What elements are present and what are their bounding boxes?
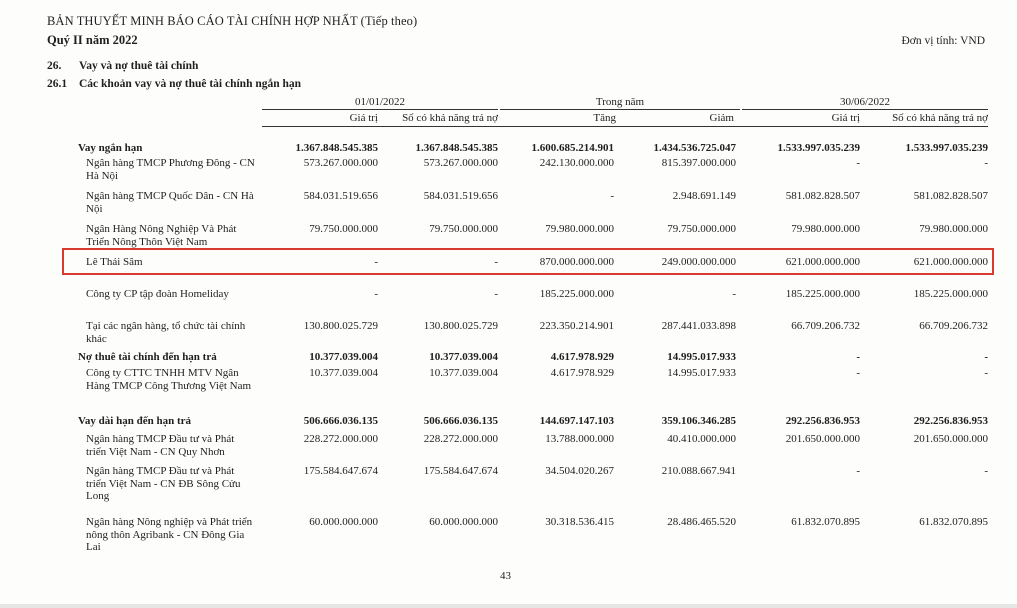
row-label: Tại các ngân hàng, tổ chức tài chính khác — [86, 320, 246, 345]
cell-value: 10.377.039.004 — [309, 367, 378, 379]
divider — [262, 109, 498, 110]
row-label: Nợ thuê tài chính đến hạn trả — [78, 351, 217, 363]
cell-value: 14.995.017.933 — [667, 367, 736, 379]
cell-value: 144.697.147.103 — [539, 415, 614, 427]
cell-value: 1.434.536.725.047 — [653, 142, 736, 154]
cell-value: 228.272.000.000 — [303, 433, 378, 445]
cell-value: 815.397.000.000 — [661, 157, 736, 169]
col-header-value-start: Giá trị — [349, 112, 378, 124]
cell-value: 66.709.206.732 — [791, 320, 860, 332]
row-label: Công ty CP tập đoàn Homeliday — [86, 288, 229, 300]
cell-value: 61.832.070.895 — [791, 516, 860, 528]
cell-value: 13.788.000.000 — [545, 433, 614, 445]
cell-value: - — [984, 351, 988, 363]
cell-value: 10.377.039.004 — [429, 367, 498, 379]
cell-value: 10.377.039.004 — [429, 351, 498, 363]
cell-value: 292.256.836.953 — [913, 415, 988, 427]
cell-value: - — [856, 351, 860, 363]
col-header-value-end: Giá trị — [831, 112, 860, 124]
section-title: Vay và nợ thuê tài chính — [79, 60, 199, 72]
cell-value: 292.256.836.953 — [785, 415, 860, 427]
row-label: Ngân Hàng Nông Nghiệp Và Phát Triển Nông Thôn Việt Nam — [86, 223, 237, 248]
cell-value: 621.000.000.000 — [785, 256, 860, 268]
cell-value: 201.650.000.000 — [785, 433, 860, 445]
cell-value: 30.318.536.415 — [545, 516, 614, 528]
cell-value: 287.441.033.898 — [661, 320, 736, 332]
subsection-number: 26.1 — [47, 78, 68, 90]
cell-value: 40.410.000.000 — [667, 433, 736, 445]
cell-value: 79.750.000.000 — [667, 223, 736, 235]
cell-value: 185.225.000.000 — [539, 288, 614, 300]
cell-value: 130.800.025.729 — [303, 320, 378, 332]
cell-value: 61.832.070.895 — [919, 516, 988, 528]
cell-value: 584.031.519.656 — [303, 190, 378, 202]
subsection-title: Các khoản vay và nợ thuê tài chính ngắn hạn — [79, 78, 302, 90]
cell-value: 506.666.036.135 — [423, 415, 498, 427]
col-header-repayable-start: Số có khả năng trả nợ — [402, 112, 498, 124]
row-label: Vay ngắn hạn — [78, 142, 143, 154]
cell-value: - — [984, 157, 988, 169]
cell-value: 130.800.025.729 — [423, 320, 498, 332]
cell-value: 175.584.647.674 — [303, 465, 378, 477]
cell-value: - — [856, 367, 860, 379]
row-label: Lê Thái Sâm — [86, 256, 143, 268]
cell-value: 4.617.978.929 — [550, 367, 614, 379]
cell-value: 185.225.000.000 — [913, 288, 988, 300]
cell-value: - — [732, 288, 736, 300]
cell-value: - — [374, 288, 378, 300]
page-edge — [0, 604, 1017, 608]
row-label: Ngân hàng TMCP Quốc Dân - CN Hà Nội — [86, 190, 254, 215]
row-label: Ngân hàng TMCP Đầu tư và Phát triển Việt Nam - CN ĐB Sông Cửu Long — [86, 465, 241, 502]
cell-value: - — [984, 367, 988, 379]
divider — [500, 109, 740, 110]
cell-value: 60.000.000.000 — [309, 516, 378, 528]
cell-value: - — [374, 256, 378, 268]
cell-value: 28.486.465.520 — [667, 516, 736, 528]
cell-value: 584.031.519.656 — [423, 190, 498, 202]
col-header-repayable-end: Số có khả năng trả nợ — [892, 112, 988, 124]
cell-value: 249.000.000.000 — [661, 256, 736, 268]
report-period: Quý II năm 2022 — [47, 33, 138, 47]
cell-value: 14.995.017.933 — [667, 351, 736, 363]
header-underline — [262, 126, 988, 127]
cell-value: 242.130.000.000 — [539, 157, 614, 169]
cell-value: 223.350.214.901 — [539, 320, 614, 332]
cell-value: 79.750.000.000 — [309, 223, 378, 235]
cell-value: 1.533.997.035.239 — [905, 142, 988, 154]
cell-value: 506.666.036.135 — [303, 415, 378, 427]
cell-value: 4.617.978.929 — [550, 351, 614, 363]
cell-value: 1.533.997.035.239 — [777, 142, 860, 154]
cell-value: 79.980.000.000 — [791, 223, 860, 235]
section-heading — [47, 60, 198, 72]
cell-value: 1.600.685.214.901 — [531, 142, 614, 154]
cell-value: 185.225.000.000 — [785, 288, 860, 300]
col-group-start: 01/01/2022 — [354, 96, 406, 108]
cell-value: 79.750.000.000 — [429, 223, 498, 235]
page-number: 43 — [500, 570, 511, 582]
col-group-end: 30/06/2022 — [839, 96, 891, 108]
row-label: Công ty CTTC TNHH MTV Ngân Hàng TMCP Công Thương Việt Nam — [86, 367, 252, 392]
cell-value: 175.584.647.674 — [423, 465, 498, 477]
cell-value: - — [494, 256, 498, 268]
cell-value: 228.272.000.000 — [423, 433, 498, 445]
cell-value: - — [610, 190, 614, 202]
currency-unit: Đơn vị tính: VND — [901, 35, 985, 47]
cell-value: - — [856, 465, 860, 477]
cell-value: 573.267.000.000 — [303, 157, 378, 169]
subsection-heading — [47, 78, 301, 90]
row-label: Ngân hàng Nông nghiệp và Phát triển nông thôn Agribank - CN Đông Gia Lai — [86, 516, 253, 553]
cell-value: 66.709.206.732 — [919, 320, 988, 332]
cell-value: 621.000.000.000 — [913, 256, 988, 268]
col-group-mid: Trong năm — [595, 96, 645, 108]
section-number: 26. — [47, 60, 62, 72]
cell-value: 870.000.000.000 — [539, 256, 614, 268]
cell-value: 573.267.000.000 — [423, 157, 498, 169]
cell-value: 79.980.000.000 — [919, 223, 988, 235]
cell-value: 10.377.039.004 — [309, 351, 378, 363]
highlight-box — [62, 248, 994, 275]
row-label: Ngân hàng TMCP Phương Đông - CN Hà Nội — [86, 157, 255, 182]
cell-value: 79.980.000.000 — [545, 223, 614, 235]
col-header-decrease: Giảm — [709, 112, 734, 124]
col-header-increase: Tăng — [593, 112, 616, 124]
cell-value: - — [494, 288, 498, 300]
cell-value: 1.367.848.545.385 — [415, 142, 498, 154]
cell-value: 2.948.691.149 — [672, 190, 736, 202]
cell-value: 201.650.000.000 — [913, 433, 988, 445]
cell-value: 1.367.848.545.385 — [295, 142, 378, 154]
cell-value: 210.088.667.941 — [661, 465, 736, 477]
cell-value: 359.106.346.285 — [661, 415, 736, 427]
row-label: Vay dài hạn đến hạn trả — [78, 415, 191, 427]
divider — [742, 109, 988, 110]
cell-value: 34.504.020.267 — [545, 465, 614, 477]
report-title: BẢN THUYẾT MINH BÁO CÁO TÀI CHÍNH HỢP NHẤT (Tiếp theo) — [47, 14, 418, 28]
row-label: Ngân hàng TMCP Đầu tư và Phát triển Việt Nam - CN Quy Nhơn — [86, 433, 235, 458]
cell-value: 60.000.000.000 — [429, 516, 498, 528]
cell-value: 581.082.828.507 — [785, 190, 860, 202]
cell-value: 581.082.828.507 — [913, 190, 988, 202]
cell-value: - — [856, 157, 860, 169]
cell-value: - — [984, 465, 988, 477]
